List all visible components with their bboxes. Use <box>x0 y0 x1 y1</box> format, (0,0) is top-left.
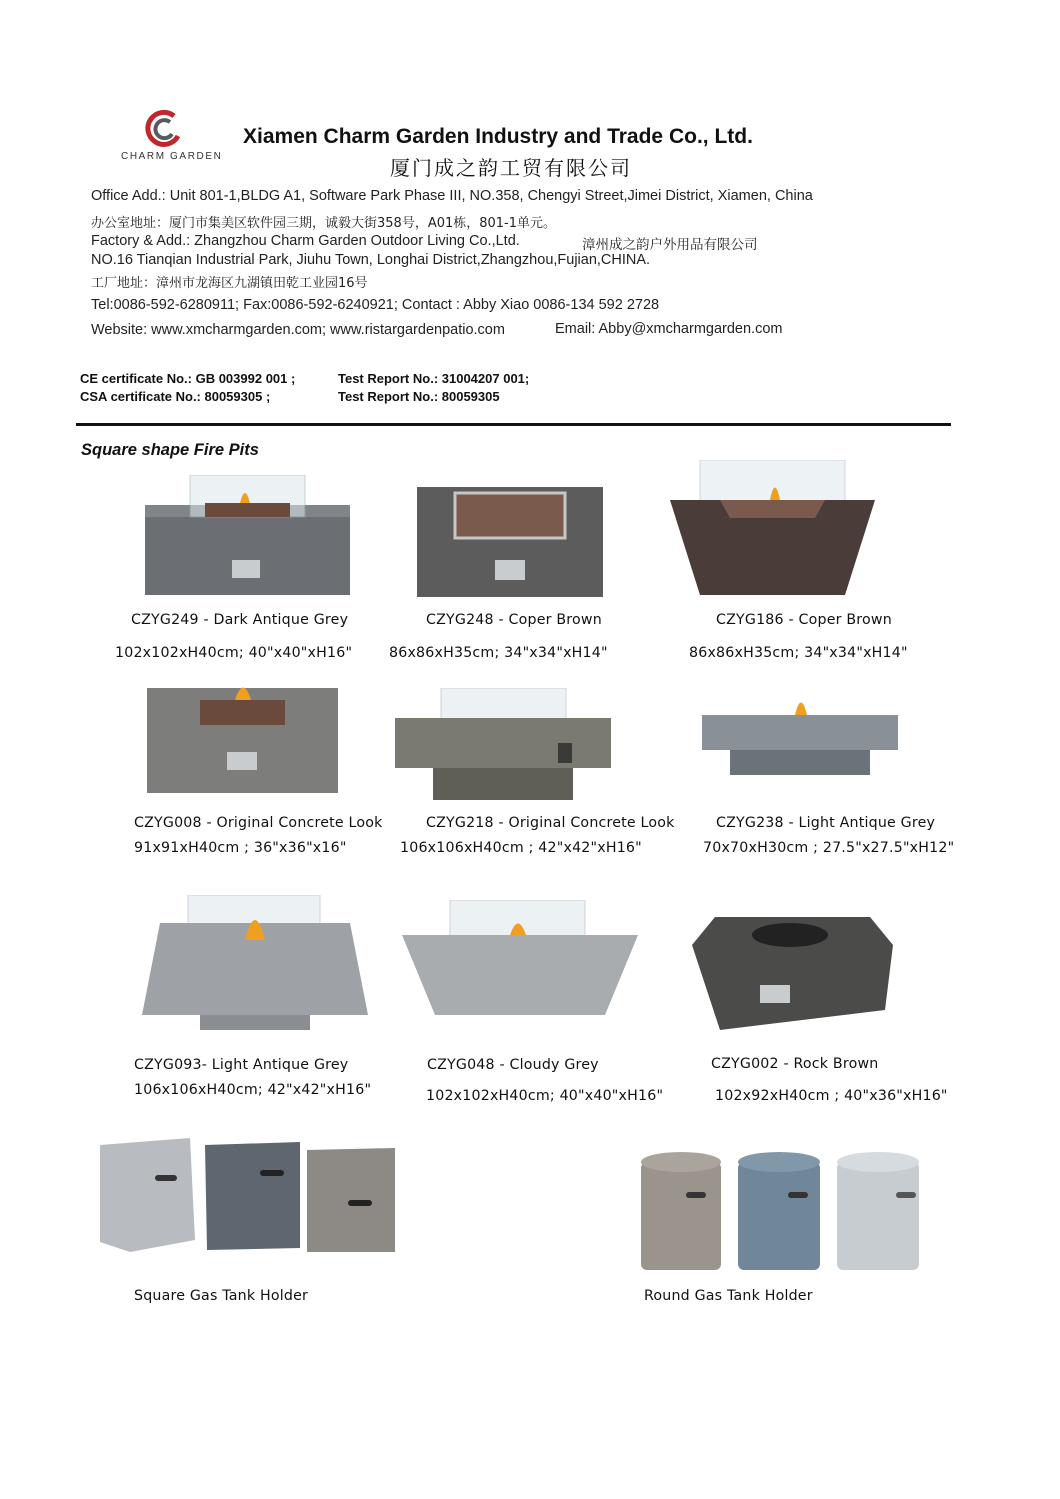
product-name: CZYG093- Light Antique Grey <box>134 1057 349 1073</box>
product-name: CZYG248 - Coper Brown <box>426 612 602 628</box>
factory-address: Factory & Add.: Zhangzhou Charm Garden Outdoor Living Co.,Ltd. <box>91 233 520 249</box>
product-size: 91x91xH40cm ; 36"x36"x16" <box>134 840 347 856</box>
csa-certificate: CSA certificate No.: 80059305 ; <box>80 389 271 404</box>
round-tank-holders-image <box>638 1150 923 1275</box>
product-size: 102x102xH40cm; 40"x40"xH16" <box>115 645 353 661</box>
product-size: 106x106xH40cm ; 42"x42"xH16" <box>400 840 642 856</box>
section-title: Square shape Fire Pits <box>81 441 259 459</box>
factory-name-zh: 漳州成之韵户外用品有限公司 <box>582 237 758 253</box>
logo-text: CHARM GARDEN <box>121 151 223 162</box>
square-tank-holders-image <box>95 1130 405 1260</box>
ce-test-report: Test Report No.: 31004207 001; <box>338 371 530 386</box>
divider <box>76 423 951 426</box>
csa-test-report: Test Report No.: 80059305 <box>338 389 500 404</box>
product-size: 102x102xH40cm; 40"x40"xH16" <box>426 1088 664 1104</box>
factory-address-zh: 工厂地址：漳州市龙海区九湖镇田乾工业园16号 <box>91 276 368 291</box>
product-image-czyg249 <box>140 475 355 605</box>
factory-address-line2: NO.16 Tianqian Industrial Park, Jiuhu Town, Longhai District,Zhangzhou,Fujian,CHINA. <box>91 252 651 268</box>
product-image-czyg008 <box>145 680 340 795</box>
product-size: 70x70xH30cm ; 27.5"x27.5"xH12" <box>703 840 955 856</box>
product-size: 86x86xH35cm; 34"x34"xH14" <box>689 645 908 661</box>
product-size: 106x106xH40cm; 42"x42"xH16" <box>134 1082 372 1098</box>
product-image-czyg093 <box>140 895 370 1035</box>
company-name-zh: 厦门成之韵工贸有限公司 <box>390 156 632 180</box>
product-size: 102x92xH40cm ; 40"x36"xH16" <box>715 1088 948 1104</box>
product-size: 86x86xH35cm; 34"x34"xH14" <box>389 645 608 661</box>
product-image-czyg048 <box>400 900 640 1030</box>
product-name: CZYG186 - Coper Brown <box>716 612 892 628</box>
email-link[interactable]: Email: Abby@xmcharmgarden.com <box>555 321 783 337</box>
office-address-zh: 办公室地址：厦门市集美区软件园三期，诚毅大街358号，A01栋，801-1单元。 <box>91 216 557 231</box>
product-name: CZYG002 - Rock Brown <box>711 1056 879 1072</box>
product-image-czyg186 <box>665 460 880 600</box>
product-name: CZYG048 - Cloudy Grey <box>427 1057 599 1073</box>
product-image-czyg002 <box>690 915 895 1035</box>
office-address: Office Add.: Unit 801-1,BLDG A1, Software Park Phase III, NO.358, Chengyi Street,Jimei District, Xiamen, China <box>91 188 813 204</box>
company-name-en: Xiamen Charm Garden Industry and Trade Co., Ltd. <box>243 125 753 148</box>
product-image-czyg248 <box>415 485 605 600</box>
product-name: CZYG008 - Original Concrete Look <box>134 815 383 831</box>
website-link[interactable]: Website: www.xmcharmgarden.com; www.ristargardenpatio.com <box>91 322 505 338</box>
product-image-czyg238 <box>700 690 900 780</box>
product-name: CZYG218 - Original Concrete Look <box>426 815 675 831</box>
product-name: CZYG238 - Light Antique Grey <box>716 815 936 831</box>
company-logo-icon <box>144 108 186 150</box>
product-image-czyg218 <box>393 688 613 803</box>
product-name: CZYG249 - Dark Antique Grey <box>131 612 349 628</box>
contact-line: Tel:0086-592-6280911; Fax:0086-592-6240921; Contact : Abby Xiao 0086-134 592 2728 <box>91 297 660 313</box>
round-tank-holder-label: Round Gas Tank Holder <box>644 1288 813 1304</box>
square-tank-holder-label: Square Gas Tank Holder <box>134 1288 309 1304</box>
ce-certificate: CE certificate No.: GB 003992 001 ; <box>80 371 296 386</box>
